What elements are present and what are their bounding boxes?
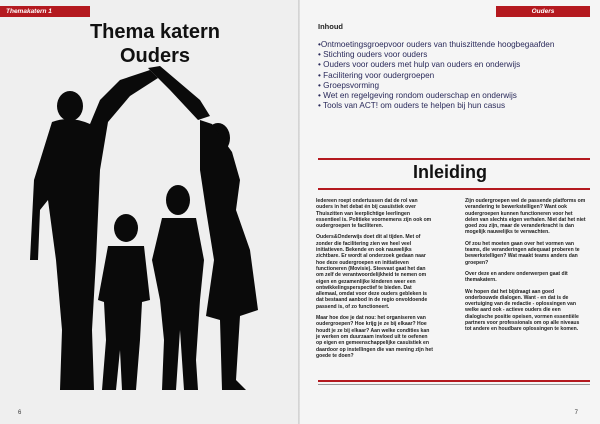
body-columns: [300, 0, 600, 424]
toc-item: • Groepsvorming: [318, 80, 380, 90]
contents-heading: Inhoud: [318, 22, 343, 31]
toc-item: • Ouders voor ouders met hulp van ouders en onderwijs: [318, 60, 521, 70]
divider: [318, 380, 590, 382]
divider: [318, 384, 590, 385]
page-number: 6: [18, 410, 22, 416]
paragraph: Over deze en andere onderwerpen gaat dit themakatern.: [465, 270, 568, 284]
cover-title-line2: Ouders: [119, 45, 191, 67]
toc-item: • Facilitering voor oudergroepen: [318, 70, 435, 80]
paragraph: Ouders&Onderwijs doet dit al tijden. Met of zonder die facilitering zien we heel veel initiatieven. Bekende en ook nauwelijks zichtbare. Er wordt al onderzoek gedaan naar hoe deze oudergroepen en initiatieven functioneren (Movisie). Steevast gaat het dan om zelf de verantwoordelijkheid te nemen om eigen en gezamenlijke kinderen weer een ontwikkelingsperspectief te bieden. Dat allemaal, omdat voor deze ouders gebleken is dat bestaand aanbod in de regio onvoldoende passend is, of zo functioneert.: [316, 234, 428, 310]
section-tag: Themakatern 1: [0, 6, 90, 17]
paragraph: Maar hoe doe je dat nou: het organiseren van oudergroepen? Hoe krijg je ze bij elkaar? Hoe houdt je ze bij elkaar? Aan welke condities kan je werken om duurzaam invloed uit te oefenen op eigen en gemeenschappelijke casuïstiek en daardoor op instellingen die van mening zijn het goede te doen?: [316, 315, 433, 359]
toc-item: • Wet en regelgeving rondom ouderschap en onderwijs: [318, 91, 517, 101]
text-column-1: [316, 198, 434, 364]
paragraph: Iedereen roept ondertussen dat de rol van ouders in het debat én bij casuïstiek over Thuiszitten van leerplichtige leerlingen essentieel is. Politieke voornemens zijn ook om oudergroepen te faciliteren.: [316, 198, 432, 230]
section-tag: Ouders: [496, 6, 590, 17]
text-column-2: [465, 198, 587, 338]
toc-item: • Tools van ACT! om ouders te helpen bij hun casus: [318, 101, 506, 111]
cover-title-line1: Thema katern: [89, 21, 221, 43]
paragraph: Zijn oudergroepen wel de passende platforms om verandering te bewerkstelligen? Want ook oudergroepen kunnen functioneren voor het delen van slechts eigen verhalen. Niet dat het niet goed zou zijn, maar de veranderkracht is dan mogelijk nauwelijks te verwachten.: [465, 198, 586, 236]
family-silhouette-image: [0, 60, 300, 410]
paragraph: We hopen dat het bijdraagt aan goed onderbouwde dialogen. Want - en dat is de overtuiging van de redactie - oplossingen van welke aard ook - actieve ouders die een dialogische positie opeisen, vormen essentiële partners voor professionals om op alle niveaus tot andere en houdbare oplossingen te komen.: [465, 288, 580, 333]
toc-item: •Ontmoetingsgroepvoor ouders van thuiszittende hoogbegaafden: [318, 40, 555, 49]
toc-item: • Stichting ouders voor ouders: [318, 50, 428, 60]
section-title: Inleiding: [413, 162, 487, 182]
page-number: 7: [574, 410, 578, 416]
paragraph: Of zou het moeten gaan over het vormen van teams, die veranderingen adequaat proberen te bewerkstelligen? Wat maakt teams anders dan groepen?: [465, 240, 580, 266]
